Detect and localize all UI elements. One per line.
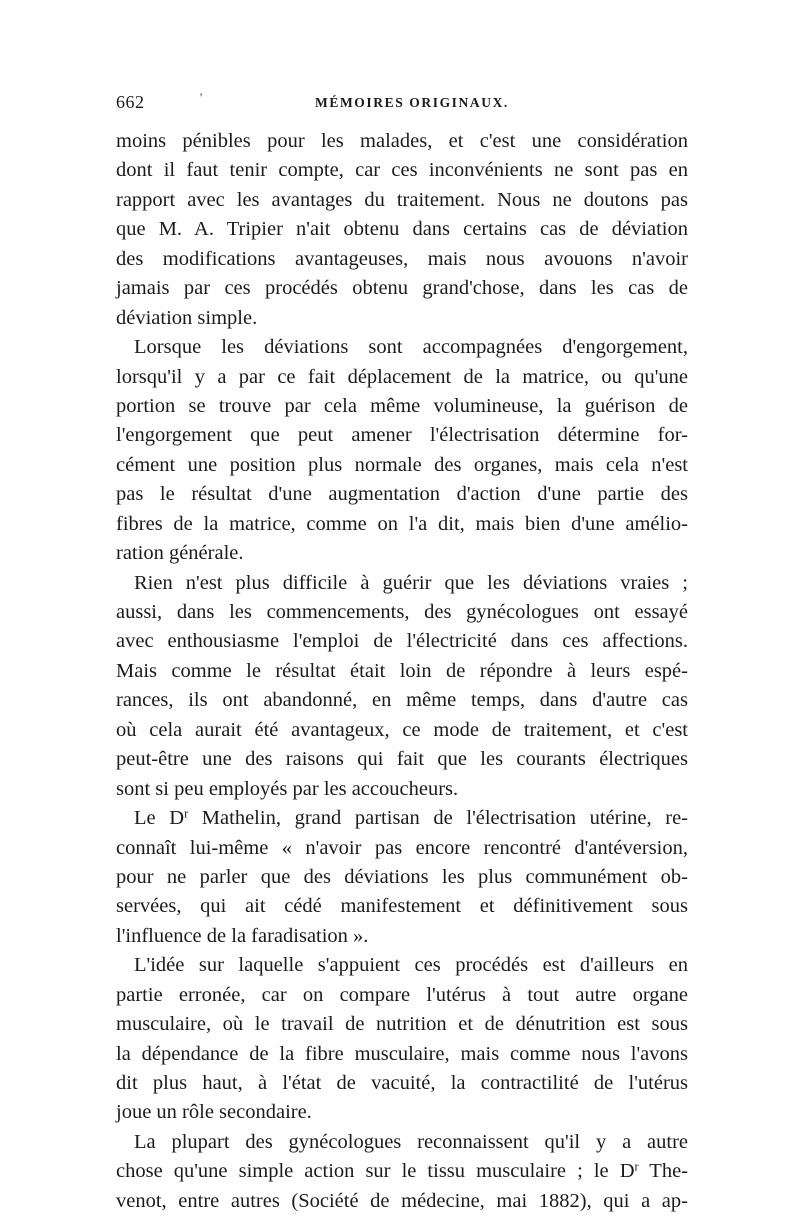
text-line: servées, qui ait cédé manifestement et définitivement sous: [116, 895, 688, 918]
paragraph-3: [116, 569, 688, 805]
text-run: The-: [638, 1160, 688, 1183]
text-line: lorsqu'il y a par ce fait déplacement de la matrice, ou qu'une: [116, 365, 688, 388]
text-line: la dépendance de la fibre musculaire, mais comme nous l'avons: [116, 1042, 688, 1065]
text-run: Le D: [134, 807, 185, 830]
text-line: venot, entre autres (Société de médecine, mai 1882), qui a ap-: [116, 1189, 688, 1212]
text-line: joue un rôle secondaire.: [116, 1101, 312, 1124]
text-line: rapport avec les avantages du traitement. Nous ne doutons pas: [116, 188, 688, 211]
text-line: pour ne parler que des déviations les plus communément ob-: [116, 865, 688, 888]
text-line: Mais comme le résultat était loin de répondre à leurs espé-: [116, 659, 688, 682]
text-line: L'idée sur laquelle s'appuient ces procédés est d'ailleurs en: [134, 954, 688, 977]
text-line: cément une position plus normale des organes, mais cela n'est: [116, 453, 688, 476]
text-line: déviation simple.: [116, 306, 258, 329]
text-line: pas le résultat d'une augmentation d'action d'une partie des: [116, 483, 688, 506]
text-line: sont si peu employés par les accoucheurs.: [116, 777, 459, 800]
text-line: La plupart des gynécologues reconnaissent qu'il y a autre: [134, 1130, 688, 1153]
text-line: Rien n'est plus difficile à guérir que les déviations vraies ;: [134, 571, 688, 594]
text-line: l'influence de la faradisation ».: [116, 924, 369, 947]
text-line: [116, 1157, 688, 1186]
text-line: ration générale.: [116, 542, 244, 565]
text-run: chose qu'une simple action sur le tissu musculaire ; le D: [116, 1160, 635, 1183]
text-line: des modifications avantageuses, mais nous avouons n'avoir: [116, 247, 688, 270]
text-line: musculaire, où le travail de nutrition et de dénutrition est sous: [116, 1013, 688, 1036]
running-head: [116, 92, 696, 118]
page-number: 662: [116, 92, 145, 112]
text-line: connaît lui-même « n'avoir pas encore rencontré d'antéversion,: [116, 836, 688, 859]
text-run: Mathelin, grand partisan de l'électrisation utérine, re-: [188, 807, 688, 830]
text-line: fibres de la matrice, comme on l'a dit, mais bien d'une amélio-: [116, 512, 688, 535]
text-line: rances, ils ont abandonné, en même temps, dans d'autre cas: [116, 689, 688, 712]
paragraph-5: [116, 951, 688, 1128]
text-line: jamais par ces procédés obtenu grand'chose, dans les cas de: [116, 277, 688, 300]
header-mark: ': [200, 90, 203, 104]
text-line: moins pénibles pour les malades, et c'est une considération: [116, 130, 688, 152]
paragraph-6: [116, 1128, 688, 1216]
text-line: peut-être une des raisons qui fait que les courants électriques: [116, 748, 688, 771]
text-line: [116, 804, 688, 833]
text-line: partie erronée, car on compare l'utérus à tout autre organe: [116, 983, 688, 1006]
text-line: dit plus haut, à l'état de vacuité, la contractilité de l'utérus: [116, 1072, 688, 1094]
text-line: l'engorgement que peut amener l'électrisation détermine for-: [116, 424, 688, 447]
superscript: r: [184, 806, 189, 821]
text-line: avec enthousiasme l'emploi de l'électricité dans ces affections.: [116, 630, 688, 653]
superscript: r: [634, 1159, 639, 1174]
paragraph-1: [116, 127, 688, 333]
paragraph-2: [116, 333, 688, 569]
paragraph-4: [116, 804, 688, 951]
text-line: que M. A. Tripier n'ait obtenu dans certains cas de déviation: [116, 218, 688, 241]
running-title: MÉMOIRES ORIGINAUX.: [315, 95, 509, 110]
text-line: aussi, dans les commencements, des gynécologues ont essayé: [116, 601, 688, 623]
body-text: [116, 127, 688, 1216]
text-line: où cela aurait été avantageux, ce mode de traitement, et c'est: [116, 718, 688, 741]
text-line: Lorsque les déviations sont accompagnées d'engorgement,: [134, 336, 688, 359]
text-line: portion se trouve par cela même volumineuse, la guérison de: [116, 394, 688, 417]
text-line: dont il faut tenir compte, car ces inconvénients ne sont pas en: [116, 159, 688, 182]
